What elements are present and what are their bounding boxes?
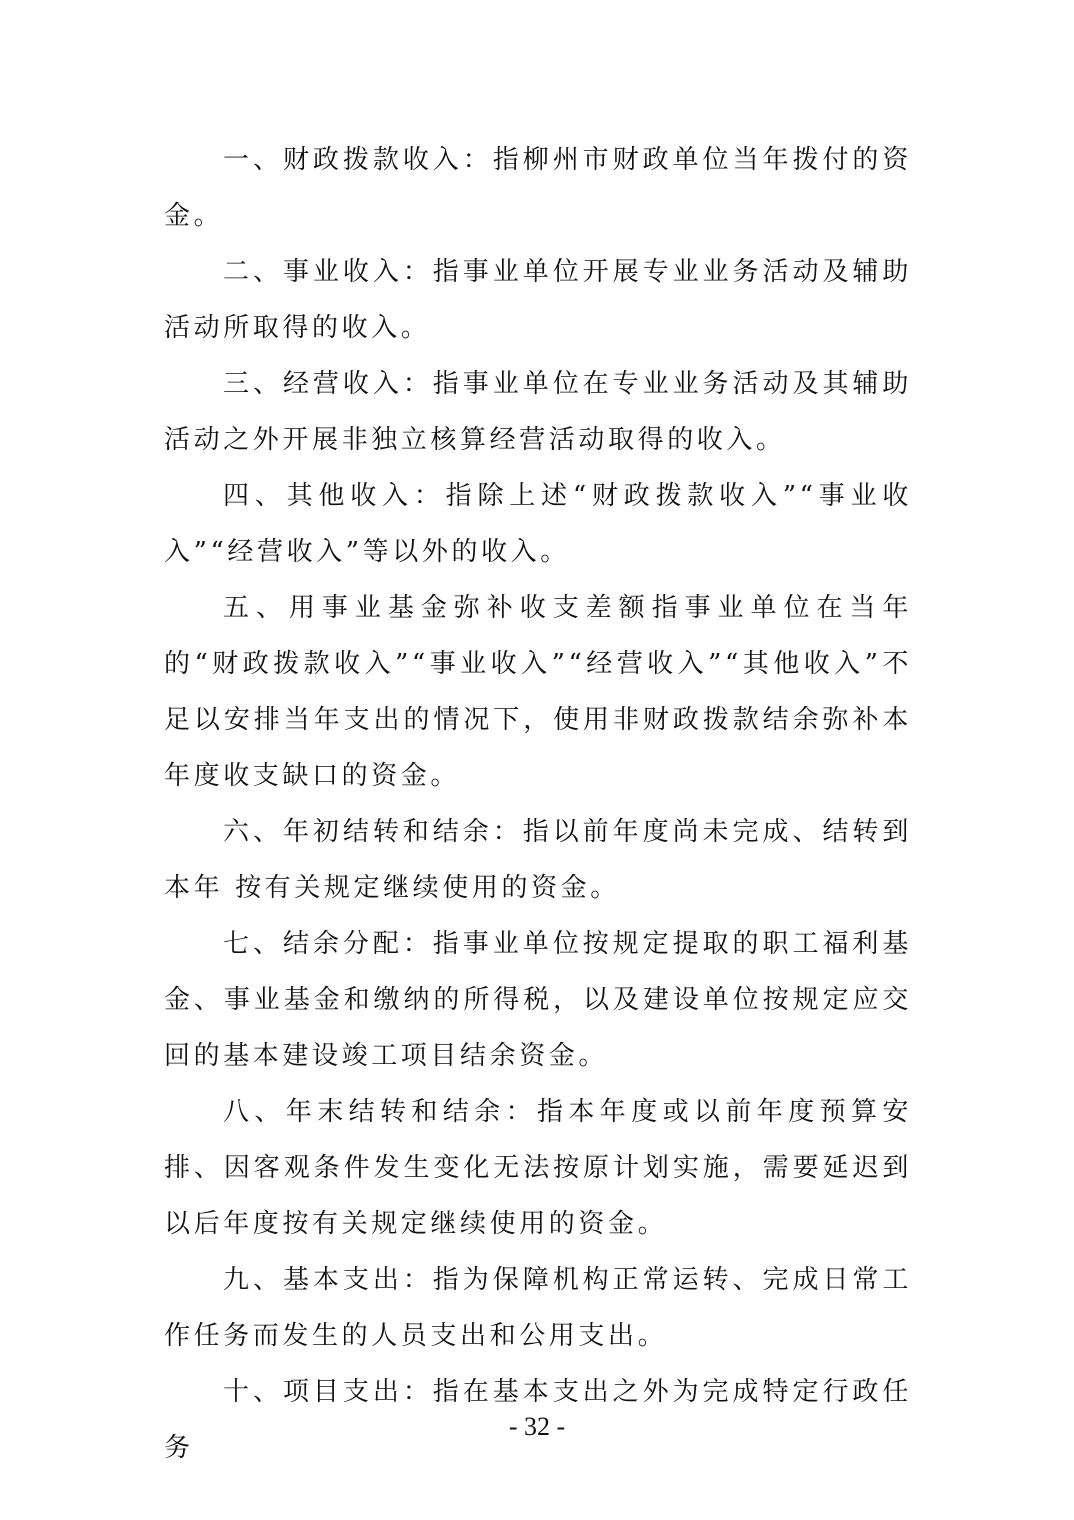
paragraph-opening-carryover: 六、年初结转和结余：指以前年度尚未完成、结转到本年 按有关规定继续使用的资金。	[164, 817, 912, 903]
paragraph-basic-expenditure: 九、基本支出：指为保障机构正常运转、完成日常工作任务而发生的人员支出和公用支出。	[164, 1265, 912, 1351]
paragraph-other-income: 四、其他收入：指除上述“财政拨款收入”“事业收入”“经营收入”等以外的收入。	[164, 481, 912, 567]
paragraph-project-expenditure: 十、项目支出：指在基本支出之外为完成特定行政任务	[164, 1377, 912, 1463]
page-number: - 32 -	[508, 1412, 566, 1441]
document-body	[164, 132, 912, 1476]
paragraph-business-fund-offset: 五、用事业基金弥补收支差额指事业单位在当年的“财政拨款收入”“事业收入”“经营收入”“其他收入”不足以安排当年支出的情况下，使用非财政拨款结余弥补本年度收支缺口的资金。	[164, 593, 912, 791]
paragraph-business-income: 二、事业收入：指事业单位开展专业业务活动及辅助活动所取得的收入。	[164, 257, 912, 343]
paragraph-surplus-distribution: 七、结余分配：指事业单位按规定提取的职工福利基金、事业基金和缴纳的所得税，以及建设单位按规定应交回的基本建设竣工项目结余资金。	[164, 929, 912, 1071]
paragraph-closing-carryover: 八、年末结转和结余：指本年度或以前年度预算安排、因客观条件发生变化无法按原计划实施，需要延迟到以后年度按有关规定继续使用的资金。	[164, 1097, 912, 1239]
paragraph-operating-income: 三、经营收入：指事业单位在专业业务活动及其辅助活动之外开展非独立核算经营活动取得的收入。	[164, 369, 912, 455]
paragraph-fiscal-appropriation-income: 一、财政拨款收入：指柳州市财政单位当年拨付的资金。	[164, 145, 912, 231]
